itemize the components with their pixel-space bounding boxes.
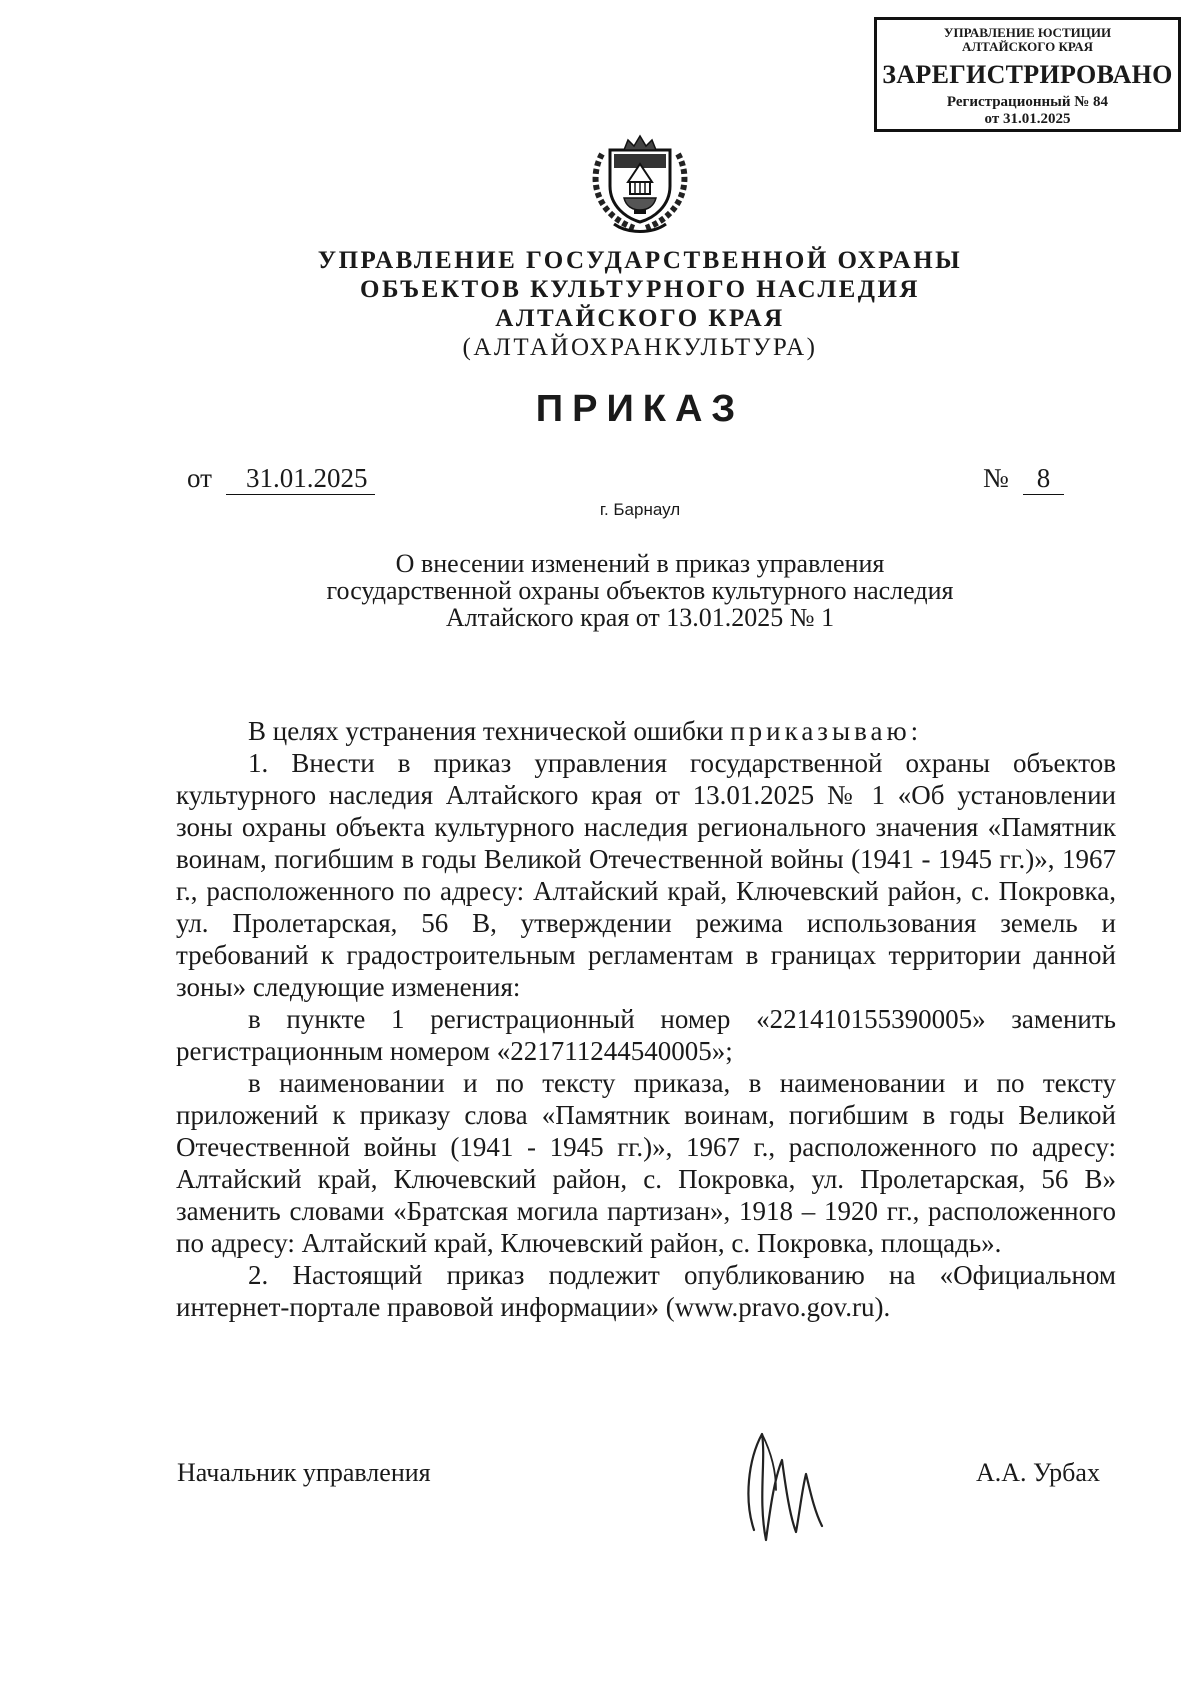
date-prefix: от — [187, 463, 212, 493]
body-paragraph-3: в наименовании и по тексту приказа, в наименовании и по тексту приложений к приказу слова «Памятник воинам, погибшим в годы Великой Отечественной войны (1941 - 1945 гг.)», 1967 г., расположенного по адресу: Алтайский край, Ключевский район, с. Покровка, ул. Пролетарская, 56 В» заменить словами «Братская могила партизан», 1918 – 1920 гг., расположенного по адресу: Алтайский край, Ключевский район, с. Покровка, площадь». — [176, 1068, 1116, 1258]
body-paragraph-2: в пункте 1 регистрационный номер «221410155390005» заменить регистрационным номером «221711244540005»; — [176, 1004, 1116, 1066]
date-value: 31.01.2025 — [226, 463, 376, 495]
stamp-reg-number: Регистрационный № 84 — [946, 94, 1109, 111]
subject-line-1: О внесении изменений в приказ управления — [395, 549, 885, 578]
number-value: 8 — [1023, 463, 1065, 495]
body-intro: В целях устранения технической ошибки приказываю: — [248, 716, 923, 746]
subject-line-3: Алтайского края от 13.01.2025 № 1 — [445, 603, 835, 632]
org-abbreviation: (АЛТАЙОХРАНКУЛЬТУРА) — [462, 334, 818, 361]
stamp-org: УПРАВЛЕНИЕ ЮСТИЦИИ АЛТАЙСКОГО КРАЯ — [943, 25, 1112, 55]
body-paragraph-4: 2. Настоящий приказ подлежит опубликованию на «Официальном интернет-портале правовой информации» (www.pravo.gov.ru). — [176, 1260, 1116, 1322]
signatory-name: А.А. Урбах — [976, 1458, 1100, 1487]
order-body — [176, 715, 1116, 1323]
order-subject — [260, 550, 1020, 631]
order-verb: приказываю: — [730, 716, 923, 746]
number-prefix: № — [983, 463, 1009, 493]
org-line-1: УПРАВЛЕНИЕ ГОСУДАРСТВЕННОЙ ОХРАНЫ — [317, 247, 963, 274]
signatory-position: Начальник управления — [177, 1458, 431, 1487]
document-type-title: ПРИКАЗ — [535, 388, 745, 430]
order-date — [187, 463, 375, 495]
org-line-3: АЛТАЙСКОГО КРАЯ — [495, 305, 785, 332]
subject-line-2: государственной охраны объектов культурного наследия — [326, 576, 954, 605]
organization-name — [200, 246, 1080, 362]
handwritten-signature — [736, 1420, 846, 1552]
stamp-status: ЗАРЕГИСТРИРОВАНО — [882, 59, 1173, 89]
stamp-reg-date: от 31.01.2025 — [984, 110, 1071, 127]
altai-coat-of-arms-icon — [584, 124, 696, 236]
body-paragraph-1: 1. Внести в приказ управления государственной охраны объектов культурного наследия Алтайского края от 13.01.2025 № 1 «Об установлении зоны охраны объекта культурного наследия регионального значения «Памятник воинам, погибшим в годы Великой Отечественной войны (1941 - 1945 гг.)», 1967 г., расположенного по адресу: Алтайский край, Ключевский район, с. Покровка, ул. Пролетарская, 56 В, утверждении режима использования земель и требований к градостроительным регламентам в границах территории данной зоны» следующие изменения: — [176, 748, 1116, 1002]
order-number — [983, 463, 1064, 495]
registration-stamp — [874, 17, 1181, 132]
org-line-2: ОБЪЕКТОВ КУЛЬТУРНОГО НАСЛЕДИЯ — [360, 276, 920, 303]
city: г. Барнаул — [599, 500, 681, 519]
